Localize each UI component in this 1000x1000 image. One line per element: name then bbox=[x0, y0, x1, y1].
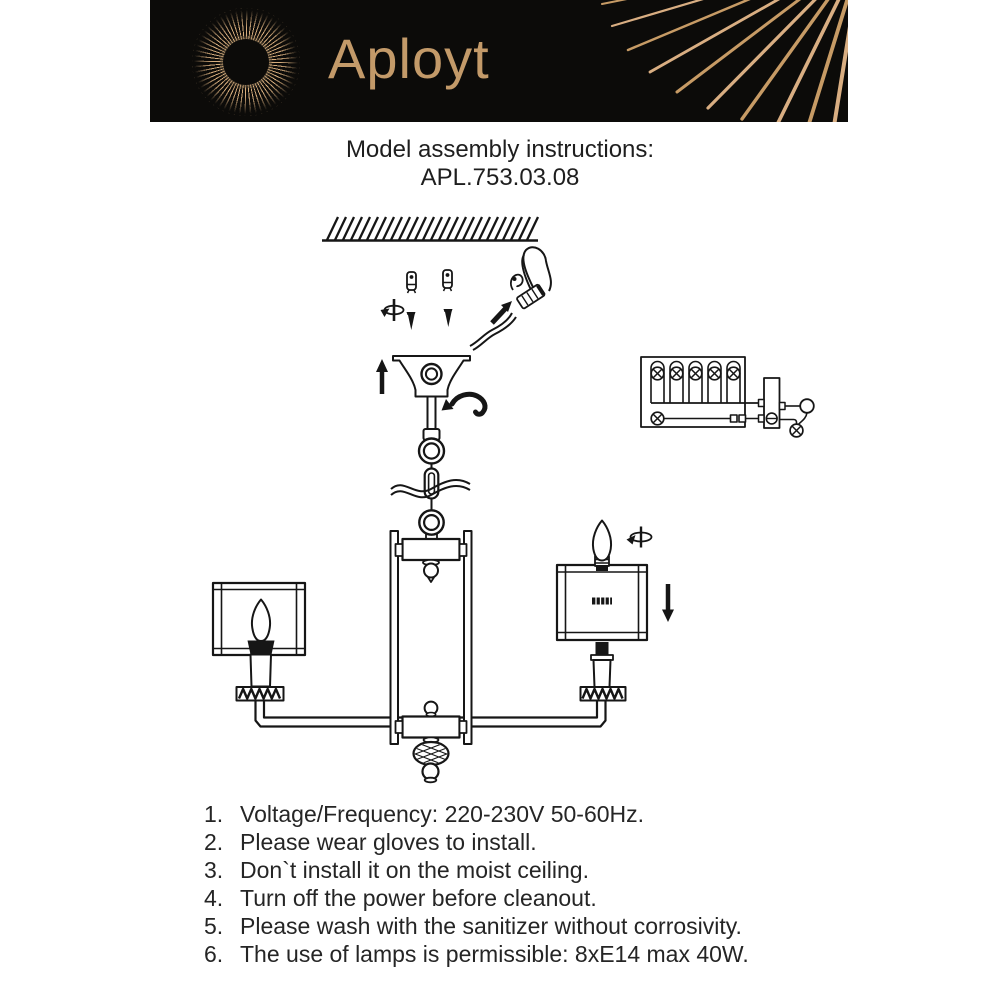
item-text: The use of lamps is permissible: 8xE14 max 40W. bbox=[240, 941, 749, 967]
screw-icon bbox=[407, 309, 453, 330]
brand-name: Aployt bbox=[328, 27, 490, 90]
ceiling-hatch bbox=[322, 217, 538, 241]
brand-banner bbox=[150, 0, 848, 122]
list-item bbox=[204, 884, 749, 912]
item-number: 2. bbox=[204, 829, 224, 855]
item-number: 4. bbox=[204, 885, 224, 911]
item-text: Turn off the power before cleanout. bbox=[240, 885, 597, 911]
chandelier-body bbox=[391, 531, 472, 782]
item-number: 5. bbox=[204, 913, 224, 939]
item-text: Please wash with the sanitizer without corrosivity. bbox=[240, 913, 742, 939]
item-number: 6. bbox=[204, 941, 224, 967]
rays-decoration-icon bbox=[150, 0, 848, 122]
up-arrow-icon bbox=[376, 359, 388, 394]
rotate-icon bbox=[381, 299, 404, 321]
item-number: 1. bbox=[204, 801, 224, 827]
list-item bbox=[204, 940, 749, 968]
right-lamp bbox=[557, 521, 674, 701]
wall-anchor-icon bbox=[407, 270, 452, 293]
ceiling-wire-connector bbox=[470, 247, 551, 350]
model-number: APL.753.03.08 bbox=[420, 164, 580, 191]
assembly-diagram bbox=[150, 195, 880, 805]
list-item bbox=[204, 912, 749, 940]
item-text: Voltage/Frequency: 220-230V 50-60Hz. bbox=[240, 801, 645, 827]
list-item bbox=[204, 856, 749, 884]
list-item bbox=[204, 828, 749, 856]
page-title: Model assembly instructions: bbox=[345, 136, 655, 163]
item-text: Please wear gloves to install. bbox=[240, 829, 537, 855]
list-item bbox=[204, 800, 749, 828]
item-text: Don`t install it on the moist ceiling. bbox=[240, 857, 589, 883]
item-number: 3. bbox=[204, 857, 224, 883]
title-block bbox=[0, 136, 1000, 192]
wiring-diagram bbox=[641, 357, 814, 437]
left-lamp bbox=[213, 583, 305, 701]
down-arrow-icon bbox=[662, 610, 674, 623]
instruction-list bbox=[204, 800, 749, 968]
canopy-and-chain bbox=[391, 356, 470, 535]
